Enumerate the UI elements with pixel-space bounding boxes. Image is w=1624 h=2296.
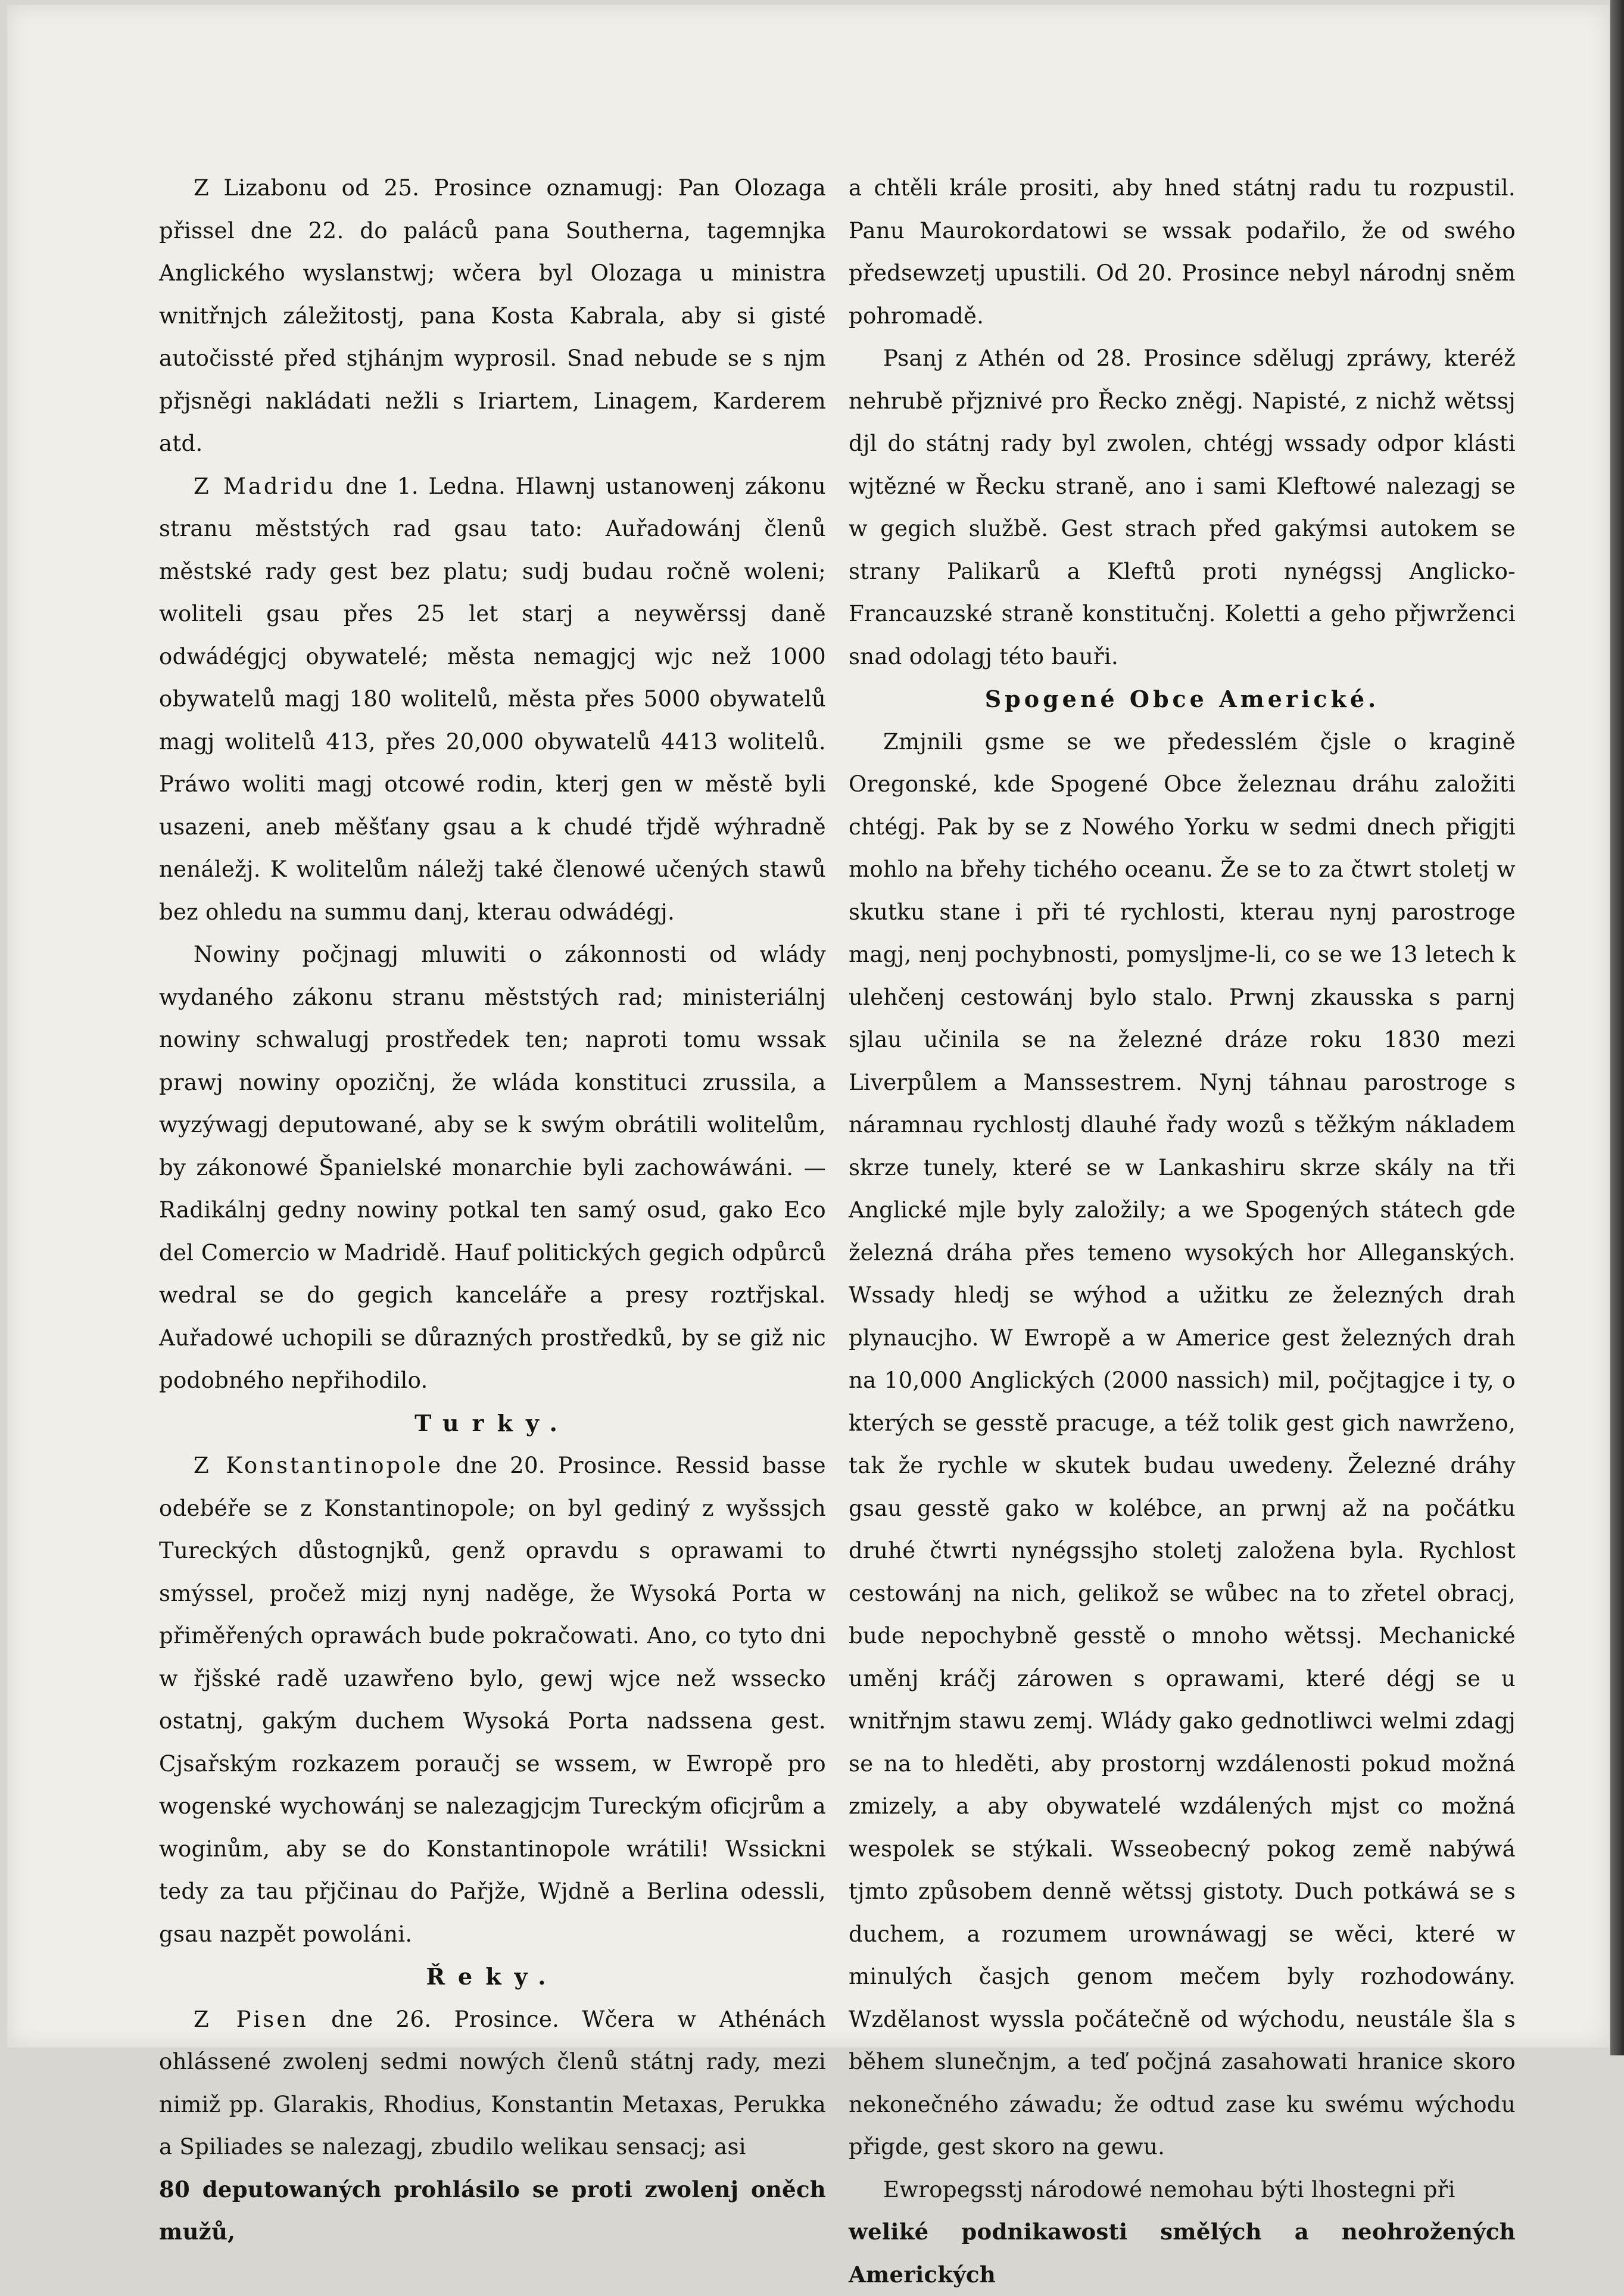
paragraph-athens: Psanj z Athén od 28. Prosince sdělugj zpráwy, kteréž nehrubě přjznivé pro Řecko zněgj. Napisté, z nichž wětssj djl do státnj rady byl zwolen, chtégj wssady odpor klásti wjtězné w Řecku straně, ano i sami Kleftowé nalezagj se w gegich službě. Gest strach před gakýmsi autokem se strany Palikarů a Kleftů proti nynégssj Anglicko-Francauzské straně konstitučnj. Koletti a geho přjwrženci snad odolagj této bauři. xyxy=(849,345,1516,669)
right-column xyxy=(849,167,1516,2296)
paragraph-lisbon: Z Lizabonu od 25. Prosince oznamugj: Pan Olozaga přissel dne 22. do paláců pana Southerna, tagemnjka Anglického wyslanstwj; wčera byl Olozaga u ministra wnitřnjch záležitostj, pana Kosta Kabrala, aby si gisté autočissté před stjhánjm wyprosil. Snad nebude se s njm přjsněgi nakládati nežli s Iriartem, Linagem, Karderem atd. xyxy=(159,175,826,456)
section-heading-turky: Turky. xyxy=(414,1409,571,1437)
newspaper-page xyxy=(7,5,1609,2288)
paragraph-european-nations: Ewropegsstj národowé nemohau býti lhostegni při xyxy=(883,2176,1455,2202)
dateline-pisa: Z Pisen xyxy=(194,2006,309,2032)
paragraph-constantinople xyxy=(159,1444,826,1955)
paragraph-madrid xyxy=(159,465,826,934)
paragraph-pisa-text: dne 26. Prosince. Wčera w Athénách ohlássené zwolenj sedmi nowých členů státnj rady, mezi nimiž pp. Glarakis, Rhodius, Konstantin Metaxas, Perukka a Spiliades se nalezagj, zbudilo welikau sensacj; asi xyxy=(159,2006,826,2160)
paragraph-newspapers: Nowiny počjnagj mluwiti o zákonnosti od wlády wydaného zákonu stranu měststých rad; ministeriálnj nowiny schwalugj prostředek ten; naproti tomu wssak prawj nowiny opozičnj, že wláda konstituci zrussila, a wyzýwagj deputowané, aby se k swým obrátili wolitelům, by zákonowé Španielské monarchie byli zachowáwáni. — Radikálnj gedny nowiny potkal ten samý osud, gako Eco del Comercio w Madridě. Hauf politických gegich odpůrců wedral se do gegich kanceláře a presy roztřjskal. Auřadowé uchopili se důrazných prostředků, by se giž nic podobného nepřihodilo. xyxy=(159,942,826,1393)
paragraph-madrid-text: dne 1. Ledna. Hlawnj ustanowenj zákonu stranu měststých rad gsau tato: Auřadowánj členů městské rady gest bez platu; sudj budau ročně woleni; woliteli gsau přes 25 let starj a neywěrssj daně odwádégjcj obywatelé; města nemagjcj wjc než 1000 obywatelů magj 180 wolitelů, města přes 5000 obywatelů magj wolitelů 413, přes 20,000 obywatelů 4413 wolitelů. Práwo woliti magj otcowé rodin, kterj gen w městě byli usazeni, aneb měšťany gsau a k chudé třjdě wýhradně nenáležj. K wolitelům náležj také členowé učených stawů bez ohledu na summu danj, kterau odwádégj. xyxy=(159,473,826,925)
section-heading-united-states: Spogené Obce Americké. xyxy=(984,686,1380,712)
paragraph-pisa xyxy=(159,1998,826,2169)
dateline-madrid: Z Madridu xyxy=(194,473,336,499)
left-column xyxy=(159,167,826,2254)
paragraph-european-nations-last-line: weliké podnikawosti smělých a neohrožených Amerických xyxy=(849,2219,1516,2288)
dateline-constantinople: Z Konstantinopole xyxy=(194,1453,444,1478)
section-heading-recky: Řeky. xyxy=(426,1963,559,1990)
paragraph-constantinople-text: dne 20. Prosince. Ressid basse odebéře se z Konstantinopole; on byl gediný z wyšssjch Tureckých důstognjků, genž opravdu s oprawami to smýssel, pročež mizj nynj naděge, že Wysoká Porta w přiměřených oprawách bude pokračowati. Ano, co tyto dni w řjšské radě uzawřeno bylo, gewj wjce než wssecko ostatnj, gakým duchem Wysoká Porta nadssena gest. Cjsařským rozkazem poraučj se wssem, w Ewropě pro wogenské wychowánj se nalezagjcjm Tureckým oficjrům a woginům, aby se do Konstantinopole wrátili! Wssickni tedy za tau přjčinau do Pařjže, Wjdně a Berlina odessli, gsau nazpět powoláni. xyxy=(159,1453,826,1947)
page-edge-shadow xyxy=(1610,0,1624,2055)
paragraph-oregon: Zmjnili gsme se we předesslém čjsle o kragině Oregonské, kde Spogené Obce železnau dráhu založiti chtégj. Pak by se z Nowého Yorku w sedmi dnech přigjti mohlo na břehy tichého oceanu. Že se to za čtwrt stoletj w skutku stane i při té rychlosti, kterau nynj parostroge magj, nenj pochybnosti, pomysljme-li, co se we 13 letech k ulehčenj cestowánj bylo stalo. Prwnj zkausska s parnj sjlau učinila se na železné dráze roku 1830 mezi Liverpůlem a Manssestrem. Nynj táhnau parostroge s náramnau rychlostj dlauhé řady wozů s těžkým nákladem skrze tunely, které se w Lankashiru skrze skály na tři Anglické mjle byly založily; a we Spogených státech gde železná dráha přes temeno wysokých hor Alleganských. Wssady hledj se wýhod a užitku ze železných drah plynaucjho. W Ewropě a w Americe gest železných drah na 10,000 Anglických (2000 nassich) mil, počjtagjce i ty, o kterých se gesstě pracuge, a též tolik gest gich nawrženo, tak že rychle w skutek budau uwedeny. Železné dráhy gsau gesstě gako w kolébce, an prwnj až na počátku druhé čtwrti nynégssjho stoletj založena byla. Rychlost cestowánj na nich, gelikož se wůbec na to zřetel obracj, bude nepochybně gesstě o mnoho wětssj. Mechanické uměnj kráčj zárowen s oprawami, které dégj se u wnitřnjm stawu zemj. Wlády gako gednotliwci welmi zdagj se na to hleděti, aby prostornj wzdálenosti pokud možná zmizely, a aby obywatelé wzdálených mjst co možná wespolek se stýkali. Wsseobecný pokog země nabýwá tjmto způsobem denně wětssj gistoty. Duch potkáwá se s duchem, a rozumem urownáwagj se wěci, které w minulých časjch genom mečem byly rozhodowány. Wzdělanost wyssla počátečně od wýchodu, neustále šla s během slunečnjm, a teď počjná zasahowati hranice skoro nekonečného záwadu; že odtud zase ku swému wýchodu přigde, gest skoro na gewu. xyxy=(849,728,1516,2160)
paragraph-pisa-last-line: 80 deputowaných prohlásilo se proti zwolenj oněch mužů, xyxy=(159,2176,826,2245)
paragraph-continuation: a chtěli krále prositi, aby hned státnj radu tu rozpustil. Panu Maurokordatowi se wssak podařilo, že od swého předsewzetj upustili. Od 20. Prosince nebyl národnj sněm pohromadě. xyxy=(849,175,1516,329)
